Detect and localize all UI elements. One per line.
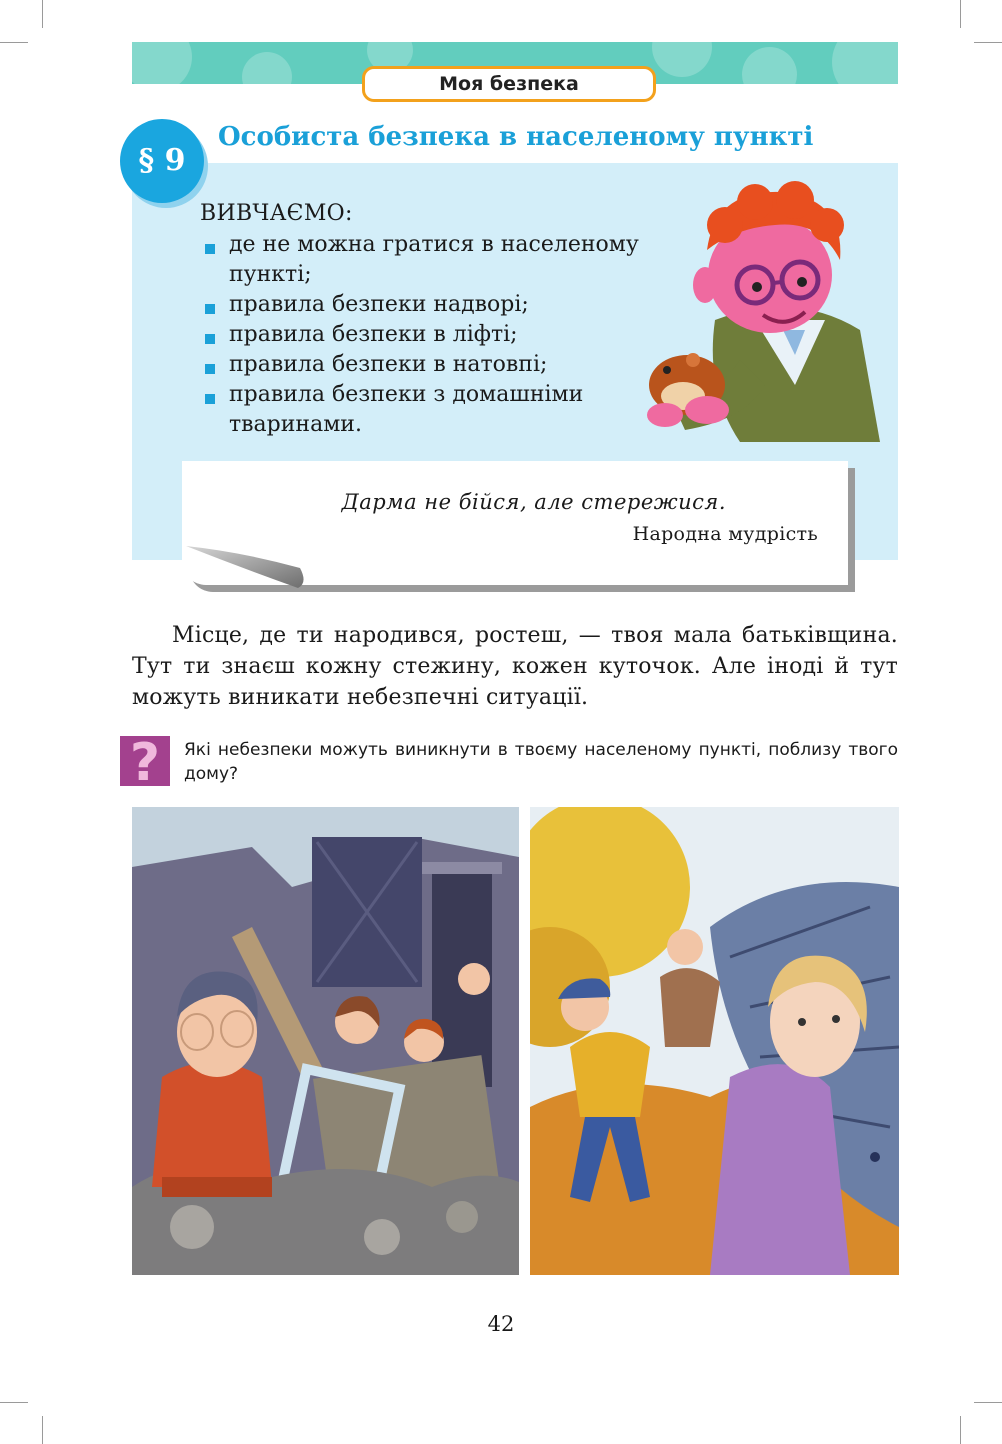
- objective-item: правила безпеки надворі;: [204, 290, 674, 320]
- objective-item: правила безпеки в ліфті;: [204, 320, 674, 350]
- question-mark-icon: ?: [120, 736, 170, 786]
- crop-mark: [0, 42, 28, 43]
- crop-mark: [42, 0, 43, 28]
- thorny-bushes-illustration: [530, 807, 899, 1275]
- crop-mark: [960, 0, 961, 28]
- quote-text: Дарма не бійся, але стережися.: [341, 490, 726, 514]
- quote-source: Народна мудрість: [632, 523, 818, 545]
- crop-mark: [974, 42, 1002, 43]
- page-number: 42: [487, 1312, 515, 1336]
- quote-card-curl: [182, 538, 312, 590]
- objectives-list: [204, 230, 674, 440]
- objective-item: правила безпеки в натовпі;: [204, 350, 674, 380]
- body-paragraph: Місце, де ти народився, ростеш, — твоя мала батьківщина. Тут ти знаєш кожну стежину, кожен куточок. Але іноді й тут можуть виникати небезпечні ситуації.: [132, 623, 898, 710]
- crop-mark: [960, 1416, 961, 1444]
- paragraph-badge: § 9: [120, 119, 204, 203]
- ruined-building-illustration: [132, 807, 519, 1275]
- objective-item: правила безпеки з домашніми тваринами.: [204, 380, 674, 440]
- question-text: Які небезпеки можуть виникнути в твоєму населеному пункті, поблизу твого дому?: [184, 740, 898, 784]
- lesson-title: Особиста безпека в населеному пункті: [218, 122, 814, 152]
- boy-with-hamster-illustration: [645, 180, 885, 450]
- objective-item: де не можна гратися в населеному пункті;: [204, 230, 674, 290]
- crop-mark: [0, 1402, 28, 1403]
- crop-mark: [974, 1402, 1002, 1403]
- objectives-heading: ВИВЧАЄМО:: [200, 201, 353, 226]
- section-tag: Моя безпека: [362, 66, 656, 102]
- crop-mark: [42, 1416, 43, 1444]
